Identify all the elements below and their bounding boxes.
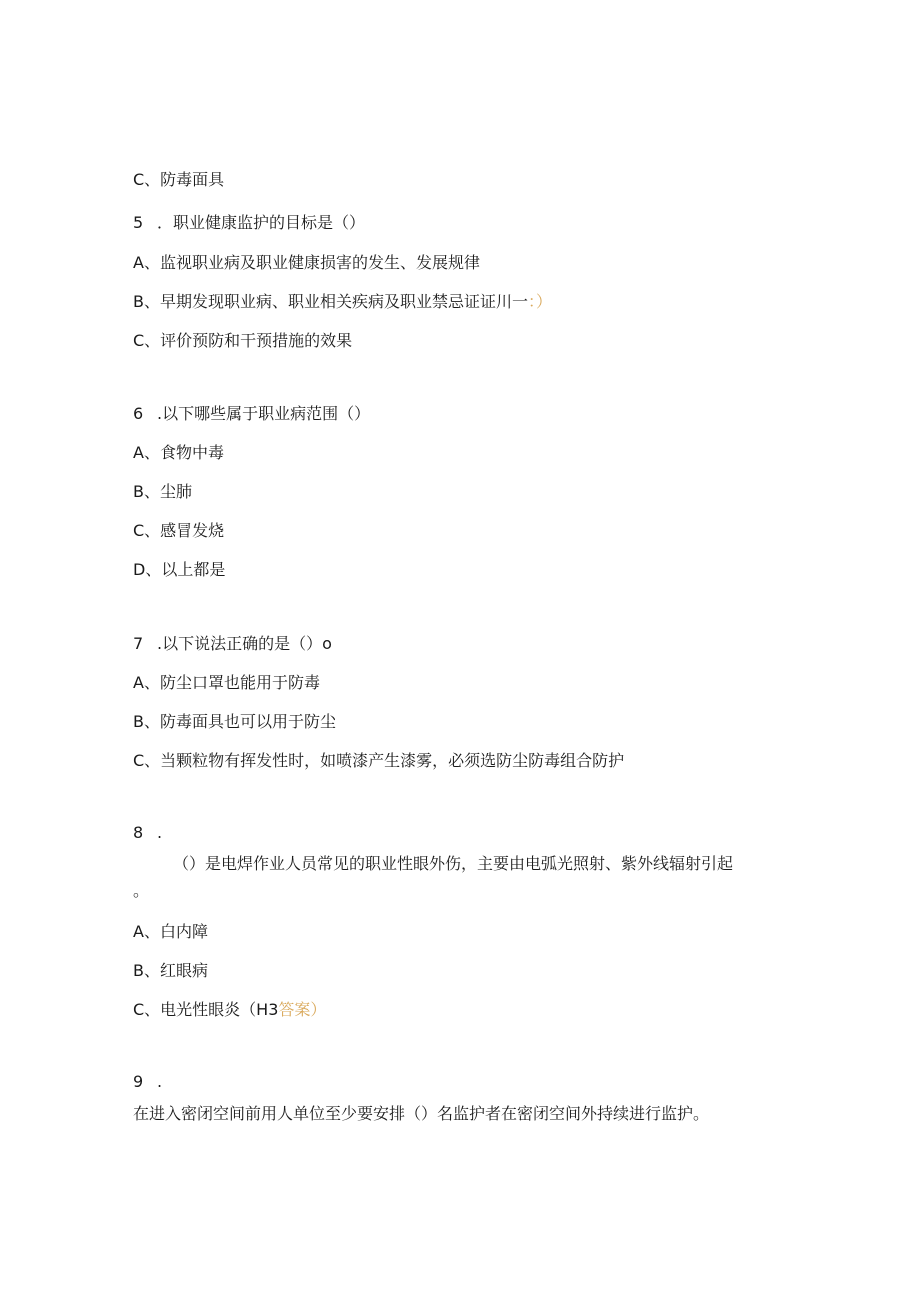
option-c-gas-mask [133, 170, 224, 190]
q5-option-b [133, 292, 552, 312]
question-text: ．职业健康监护的目标是（） [157, 213, 366, 232]
q6-option-d [133, 560, 225, 580]
question-text: . [157, 1072, 163, 1091]
q6-option-b [133, 482, 192, 502]
question-number: 6 [133, 404, 144, 423]
question-text: 在进入密闭空间前用人单位至少要安排（）名监护者在密闭空间外持续进行监护。 [133, 1104, 710, 1123]
question-6 [133, 404, 370, 424]
question-8-number [133, 823, 162, 843]
question-8-text [173, 854, 733, 874]
q8-option-c [133, 1000, 326, 1020]
q6-option-c [133, 521, 224, 541]
answer-tag: 答案） [278, 1000, 327, 1019]
option-text: C、电光性眼炎（H3 [133, 1000, 279, 1019]
q7-option-a [133, 673, 320, 693]
q5-option-c [133, 331, 352, 351]
faded-text: ：） [527, 292, 552, 311]
question-number: 9 [133, 1072, 144, 1091]
option-text: D、以上都是 [133, 560, 226, 579]
question-text: .以下说法正确的是（）o [157, 634, 332, 653]
q8-option-b [133, 961, 208, 981]
q7-option-c [133, 751, 624, 771]
option-text: A、白内障 [133, 922, 208, 941]
option-text: A、监视职业病及职业健康损害的发生、发展规律 [133, 253, 480, 272]
q6-option-a [133, 443, 224, 463]
option-text: C、感冒发烧 [133, 521, 225, 540]
option-text: C、防毒面具 [133, 170, 225, 189]
option-text: C、当颗粒物有挥发性时，如喷漆产生漆雾，必须选防尘防毒组合防护 [133, 751, 625, 770]
q5-option-a [133, 253, 480, 273]
question-number: 5 [133, 213, 144, 232]
option-text: A、防尘口罩也能用于防毒 [133, 673, 320, 692]
q8-option-a [133, 922, 208, 942]
option-text: B、尘肺 [133, 482, 192, 501]
question-8-text-end [133, 881, 149, 901]
question-number: 8 [133, 823, 144, 842]
option-text: C、评价预防和干预措施的效果 [133, 331, 353, 350]
question-text: .以下哪些属于职业病范围（） [157, 404, 371, 423]
question-7 [133, 634, 332, 654]
question-5 [133, 213, 365, 233]
question-text: （）是电焊作业人员常见的职业性眼外伤，主要由电弧光照射、紫外线辐射引起 [173, 854, 734, 873]
option-text: A、食物中毒 [133, 443, 224, 462]
option-text: B、早期发现职业病、职业相关疾病及职业禁忌证证川一 [133, 292, 528, 311]
q7-option-b [133, 712, 336, 732]
question-text: . [157, 823, 163, 842]
option-text: B、红眼病 [133, 961, 208, 980]
question-number: 7 [133, 634, 144, 653]
question-9-number [133, 1072, 162, 1092]
question-9-text [133, 1104, 709, 1124]
question-text: 。 [133, 881, 150, 900]
option-text: B、防毒面具也可以用于防尘 [133, 712, 336, 731]
